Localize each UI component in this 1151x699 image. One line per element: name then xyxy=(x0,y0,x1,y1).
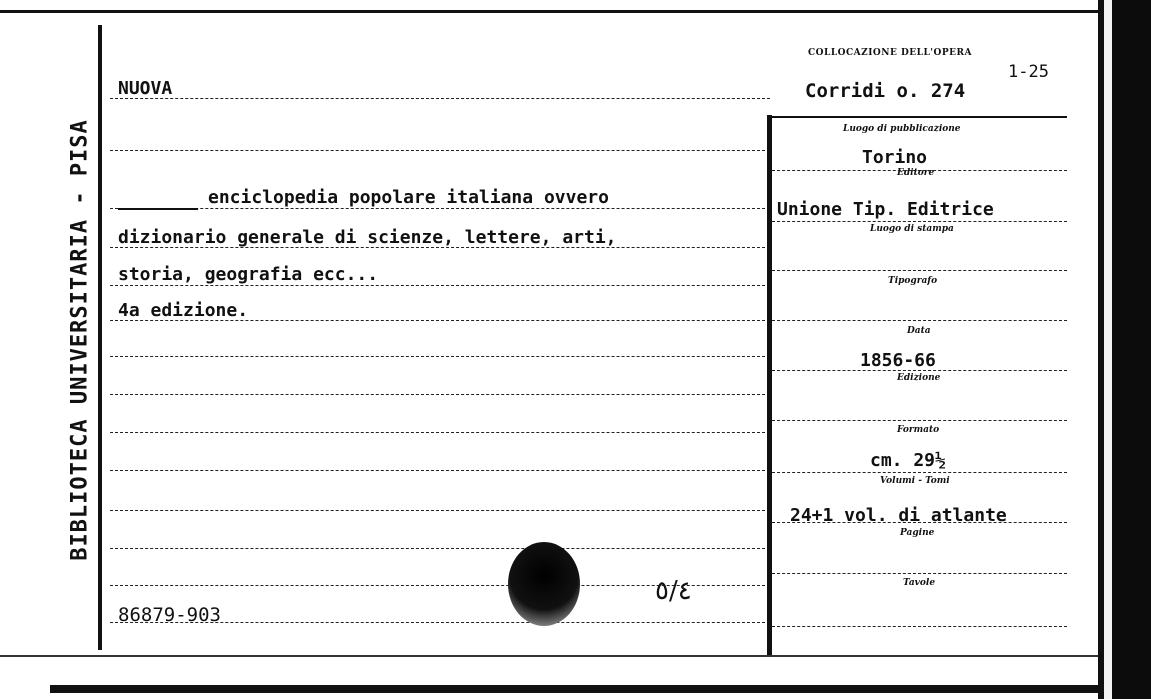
luogo-value: Torino xyxy=(862,147,928,168)
editore-value: Unione Tip. Editrice xyxy=(777,199,994,220)
ruled-line xyxy=(110,548,770,549)
collocation-header: COLLOCAZIONE DELL'OPERA xyxy=(808,48,972,58)
inventory-number: 86879-903 xyxy=(118,604,221,626)
field-rule xyxy=(772,320,1067,321)
formato-value: cm. 29½ xyxy=(870,450,946,471)
ruled-line xyxy=(110,285,770,286)
card-right-edge xyxy=(1104,0,1112,699)
ruled-line xyxy=(110,394,770,395)
ink-stamp xyxy=(508,542,580,626)
edizione-label: Edizione xyxy=(897,373,941,383)
field-rule xyxy=(772,116,1067,118)
data-label: Data xyxy=(907,326,931,336)
collocation-superscript: 1-25 xyxy=(1008,62,1049,82)
luogo-stampa-label: Luogo di stampa xyxy=(870,224,954,234)
title-line-2: dizionario generale di scienze, lettere, arti, xyxy=(118,227,617,248)
pagine-label: Pagine xyxy=(900,528,935,538)
ruled-line xyxy=(110,470,770,471)
formato-label: Formato xyxy=(897,425,940,435)
title-line-1: enciclopedia popolare italiana ovvero xyxy=(208,187,609,208)
card-bottom-border xyxy=(50,685,1100,693)
ruled-line xyxy=(110,510,770,511)
field-rule xyxy=(772,573,1067,574)
library-name: BIBLIOTECA UNIVERSITARIA - PISA xyxy=(67,119,93,561)
data-value: 1856-66 xyxy=(860,350,936,371)
luogo-label: Luogo di pubblicazione xyxy=(843,124,961,134)
volumi-value: 24+1 vol. di atlante xyxy=(790,505,1007,526)
ruled-line xyxy=(110,150,770,151)
field-rule xyxy=(772,626,1067,627)
tipografo-label: Tipografo xyxy=(888,276,938,286)
collocation-value: Corridi o. 274 xyxy=(805,80,966,102)
scan-dark-margin xyxy=(1112,0,1151,699)
ruled-line xyxy=(110,432,770,433)
heading-dash xyxy=(118,208,198,210)
handwritten-mark: ٥/٤ xyxy=(655,576,692,606)
ruled-line xyxy=(110,98,770,99)
volumi-label: Volumi - Tomi xyxy=(880,476,950,486)
column-divider xyxy=(767,115,772,655)
field-rule xyxy=(772,270,1067,271)
editore-label: Editore xyxy=(897,168,935,178)
card-left-rule xyxy=(98,25,102,650)
tavole-label: Tavole xyxy=(903,578,936,588)
card-bottom-rule xyxy=(0,655,1110,657)
field-rule xyxy=(772,472,1067,473)
field-rule xyxy=(772,221,1067,222)
main-heading: NUOVA xyxy=(118,78,173,99)
field-rule xyxy=(772,420,1067,421)
title-line-3: storia, geografia ecc... xyxy=(118,264,379,285)
ruled-line xyxy=(110,208,770,209)
card-top-border xyxy=(0,10,1100,13)
title-line-4: 4a edizione. xyxy=(118,300,249,321)
ruled-line xyxy=(110,356,770,357)
